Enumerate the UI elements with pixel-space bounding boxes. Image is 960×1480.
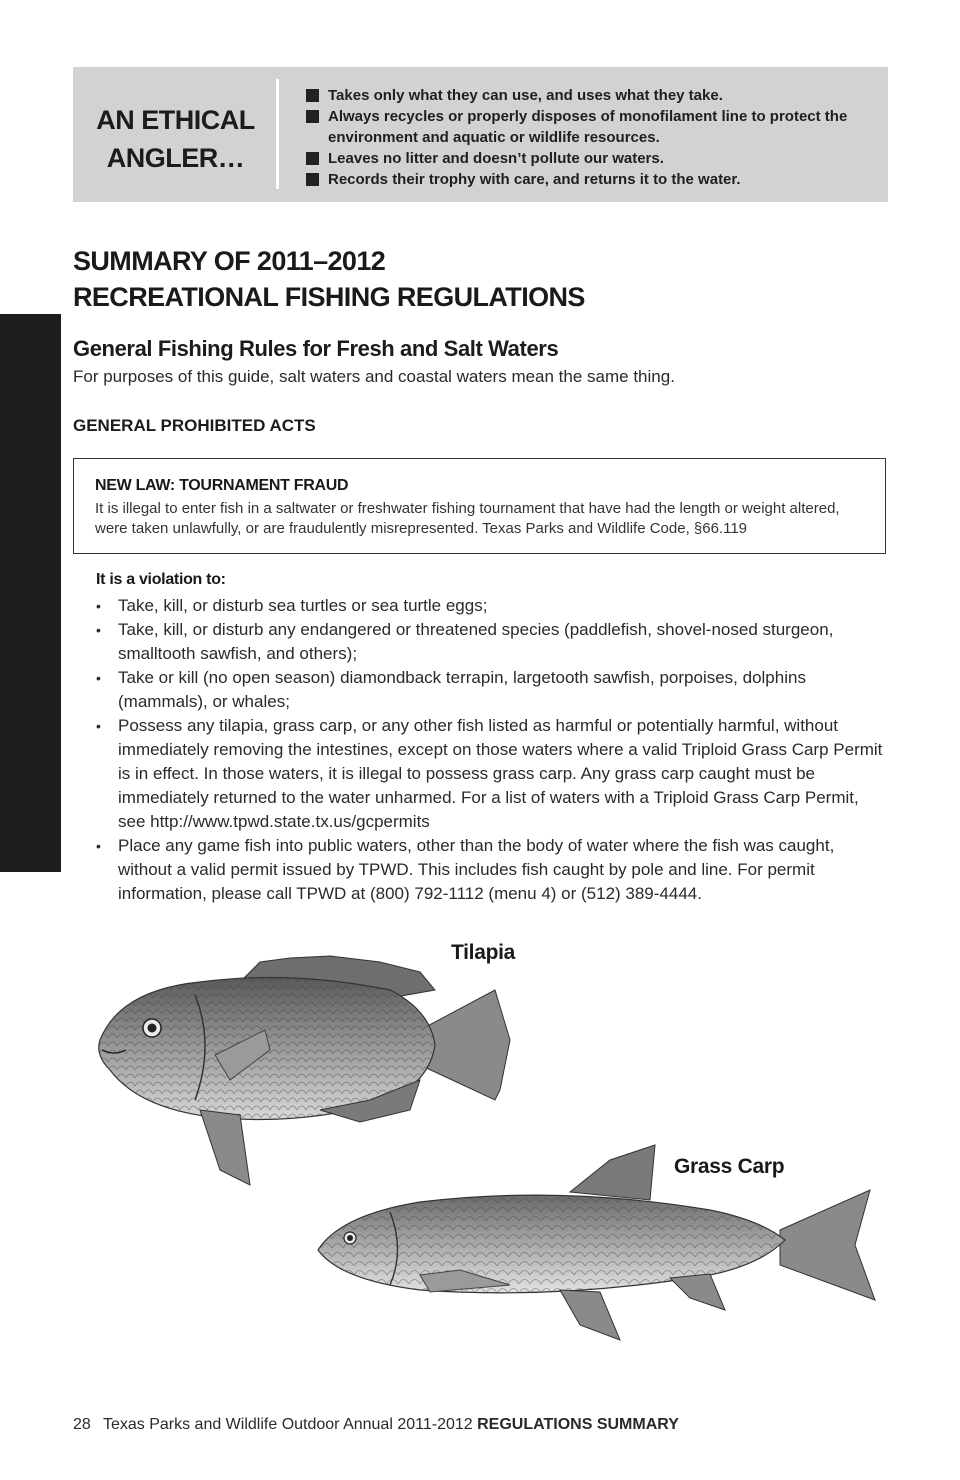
ethical-angler-item: Always recycles or properly disposes of monofilament line to protect the environment and aquatic or wildlife resources. [306, 106, 876, 148]
violation-item: • Take, kill, or disturb any endangered or threatened species (paddlefish, shovel-nosed sturgeon, smalltooth sawfish, and others); [96, 618, 886, 666]
new-law-title: NEW LAW: TOURNAMENT FRAUD [95, 477, 349, 494]
new-law-text: It is illegal to enter fish in a saltwater or freshwater fishing tournament that have had the length or weight altered, were taken unlawfully, or are fraudulently misrepresented. Texas Parks and Wildlife Code, §66.119 [95, 500, 840, 537]
side-section-tab [0, 314, 61, 872]
page-footer [73, 1416, 679, 1434]
violation-item: • Place any game fish into public waters, other than the body of water where the fish was caught, without a valid permit issued by TPWD. This includes fish caught by pole and line. For permit information, please call TPWD at (800) 792-1112 (menu 4) or (512) 389-4444. [96, 834, 886, 906]
prohibited-acts-heading: GENERAL PROHIBITED ACTS [73, 416, 316, 435]
footer-publication: Texas Parks and Wildlife Outdoor Annual 2011-2012 [102, 1416, 473, 1433]
tilapia-label: Tilapia [451, 941, 516, 964]
side-section-tab-label: FISHING REGULATIONS [229, 347, 252, 599]
footer-section: REGULATIONS SUMMARY [477, 1416, 679, 1433]
page-title-line1: SUMMARY OF 2011–2012 [73, 246, 386, 276]
square-bullet-icon [306, 152, 319, 165]
page-title [73, 243, 773, 315]
square-bullet-icon [306, 173, 319, 186]
ethical-angler-item: Leaves no litter and doesn’t pollute our waters. [306, 148, 876, 169]
ethical-angler-item: Takes only what they can use, and uses what they take. [306, 85, 876, 106]
section-intro: For purposes of this guide, salt waters and coastal waters mean the same thing. [73, 367, 675, 386]
violation-item: • Take, kill, or disturb sea turtles or sea turtle eggs; [96, 594, 886, 618]
ethical-angler-item: Records their trophy with care, and returns it to the water. [306, 169, 876, 190]
ethical-angler-title [73, 101, 278, 177]
ethical-angler-title-line1: AN ETHICAL [96, 105, 255, 135]
new-law-box [73, 458, 886, 554]
page-title-line2: RECREATIONAL FISHING REGULATIONS [73, 282, 585, 312]
ethical-angler-divider [276, 79, 279, 189]
section-heading: General Fishing Rules for Fresh and Salt Waters [73, 336, 559, 361]
ethical-angler-list [306, 85, 876, 190]
violations-list [96, 594, 886, 906]
violation-item: • Take or kill (no open season) diamondback terrapin, largetooth sawfish, porpoises, dolphins (mammals), or whales; [96, 666, 886, 714]
square-bullet-icon [306, 110, 319, 123]
violations-heading: It is a violation to: [96, 571, 226, 588]
grass-carp-illustration [310, 1140, 890, 1350]
ethical-angler-title-line2: ANGLER… [106, 143, 245, 173]
page-number: 28 [73, 1416, 91, 1433]
violation-item: • Possess any tilapia, grass carp, or any other fish listed as harmful or potentially harmful, without immediately removing the intestines, except on those waters where a valid Triploid Grass Carp Permit is in effect. In those waters, it is illegal to possess grass carp. Any grass carp caught must be immediately returned to the water unharmed. For a list of waters with a Triploid Grass Carp Permit, see http://www.tpwd.state.tx.us/gcpermits [96, 714, 886, 834]
ethical-angler-box [73, 67, 888, 202]
grass-carp-label: Grass Carp [674, 1155, 785, 1178]
square-bullet-icon [306, 89, 319, 102]
